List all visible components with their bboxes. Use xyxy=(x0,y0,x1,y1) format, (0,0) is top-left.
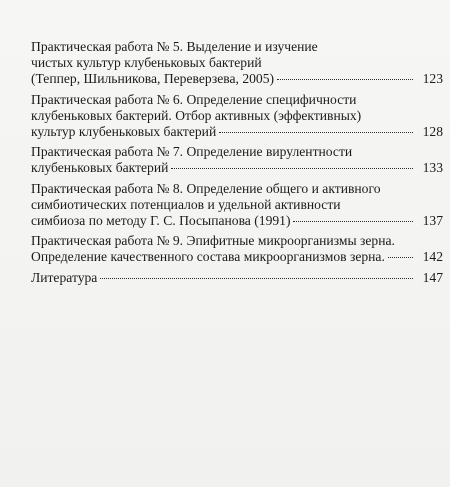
toc-entry-line: культур клубеньковых бактерий xyxy=(31,124,217,140)
dot-leader xyxy=(171,168,413,169)
toc-entry-practical-work-9 xyxy=(31,233,443,265)
toc-entry-line: симбиоза по методу Г. С. Посыпанова (1991) xyxy=(31,213,291,229)
toc-entry-literature xyxy=(31,270,443,286)
toc-entry-line: (Теппер, Шильникова, Переверзева, 2005) xyxy=(31,71,275,87)
toc-entry-practical-work-7 xyxy=(31,144,443,176)
toc-entry-line: Практическая работа № 6. Определение специфичности xyxy=(31,91,357,107)
toc-entry-practical-work-6 xyxy=(31,92,443,141)
dot-leader xyxy=(388,257,413,258)
dot-leader xyxy=(100,278,413,279)
toc-entry-line: Определение качественного состава микроорганизмов зерна. xyxy=(31,249,385,265)
page-number: 137 xyxy=(422,213,443,229)
dot-leader xyxy=(293,221,413,222)
page-number: 133 xyxy=(422,160,443,176)
page-number: 123 xyxy=(422,71,443,87)
toc-entry-final-line xyxy=(31,71,443,87)
toc-entry-line: клубеньковых бактерий xyxy=(31,160,169,176)
dot-leader xyxy=(219,132,413,133)
toc-entry-line: чистых культур клубеньковых бактерий xyxy=(31,55,262,71)
toc-entry-line: Практическая работа № 5. Выделение и изучение xyxy=(31,39,318,54)
toc-entry-line: Практическая работа № 7. Определение вирулентности xyxy=(31,144,353,160)
toc-entry-final-line xyxy=(31,249,443,265)
dot-leader xyxy=(277,79,413,80)
toc-entry-final-line xyxy=(31,213,443,229)
toc-entry-line: Практическая работа № 9. Эпифитные микроорганизмы зерна. xyxy=(31,233,395,249)
toc-entry-line: симбиотических потенциалов и удельной активности xyxy=(31,196,341,212)
page-number: 147 xyxy=(422,269,443,285)
toc-entry-line: Практическая работа № 8. Определение общего и активного xyxy=(31,180,381,196)
toc-entry-final-line xyxy=(31,270,443,286)
toc-entry-final-line xyxy=(31,160,443,176)
toc-entry-line: клубеньковых бактерий. Отбор активных (эффективных) xyxy=(31,107,362,123)
toc-entry-line: Литература xyxy=(31,269,98,285)
page-number: 128 xyxy=(422,124,443,140)
toc-entry-final-line xyxy=(31,124,443,140)
toc-entry-practical-work-8 xyxy=(31,181,443,230)
toc-entry-practical-work-5 xyxy=(31,39,443,88)
table-of-contents xyxy=(31,39,443,290)
page-number: 142 xyxy=(422,249,443,265)
